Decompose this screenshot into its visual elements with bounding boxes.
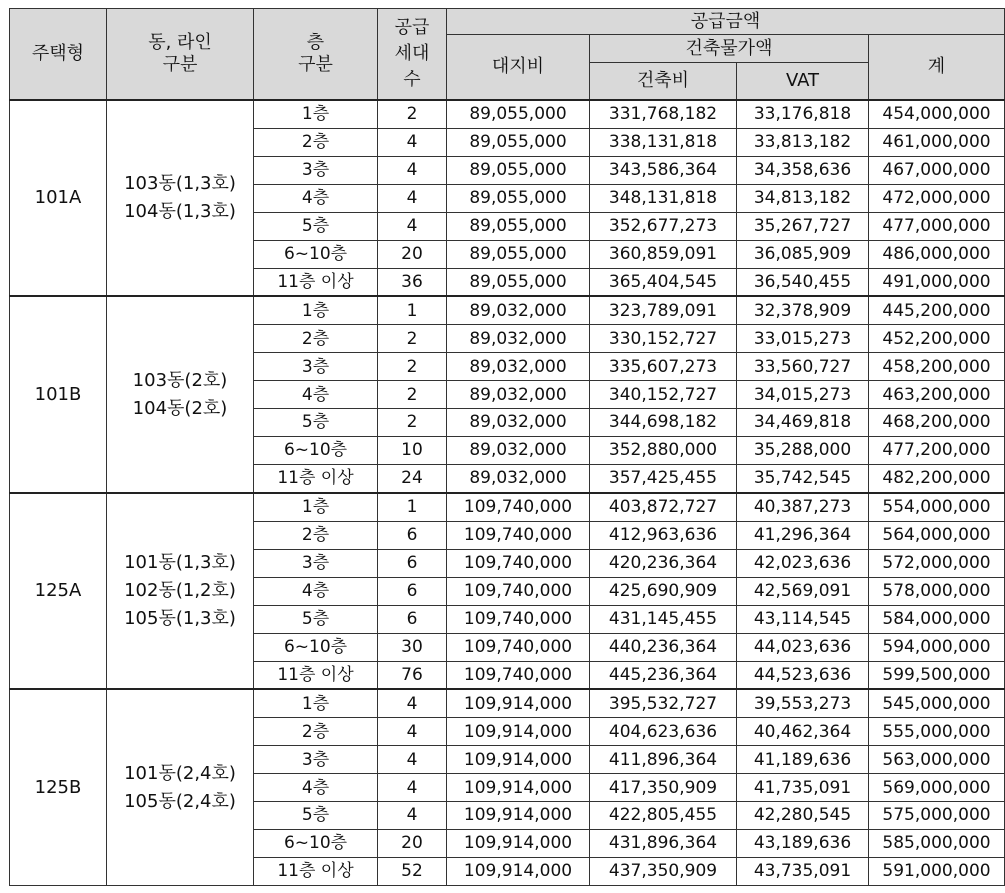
floor-cell: 3층: [254, 549, 378, 577]
dong-line-cell: [107, 493, 254, 689]
floor-cell: 4층: [254, 381, 378, 409]
vat-cell: 32,378,909: [737, 296, 869, 324]
header-dong-line: 동, 라인 구분: [107, 9, 254, 101]
total-cell: 555,000,000: [869, 718, 1005, 746]
dong-line-cell: [107, 689, 254, 885]
units-cell: 2: [378, 325, 447, 353]
construction-cost-cell: 445,236,364: [590, 661, 737, 689]
construction-cost-cell: 440,236,364: [590, 633, 737, 661]
dong-line-cell: [107, 100, 254, 296]
total-cell: 564,000,000: [869, 521, 1005, 549]
total-cell: 486,000,000: [869, 240, 1005, 268]
header-units: 공급 세대 수: [378, 9, 447, 101]
land-cost-cell: 89,055,000: [447, 268, 590, 296]
dong-line-label: 105동(2,4호): [124, 790, 236, 812]
units-cell: 4: [378, 128, 447, 156]
floor-cell: 3층: [254, 156, 378, 184]
total-cell: 472,000,000: [869, 184, 1005, 212]
land-cost-cell: 109,914,000: [447, 802, 590, 830]
land-cost-cell: 109,740,000: [447, 605, 590, 633]
construction-cost-cell: 352,880,000: [590, 437, 737, 465]
floor-cell: 11층 이상: [254, 465, 378, 493]
floor-cell: 4층: [254, 184, 378, 212]
land-cost-cell: 89,055,000: [447, 240, 590, 268]
land-cost-cell: 109,740,000: [447, 633, 590, 661]
units-cell: 4: [378, 212, 447, 240]
floor-cell: 1층: [254, 493, 378, 521]
construction-cost-cell: 352,677,273: [590, 212, 737, 240]
dong-line-label: 103동(1,3호): [124, 173, 236, 195]
units-cell: 76: [378, 661, 447, 689]
vat-cell: 34,813,182: [737, 184, 869, 212]
floor-cell: 1층: [254, 296, 378, 324]
dong-line-label: 105동(1,3호): [124, 608, 236, 630]
vat-cell: 42,569,091: [737, 577, 869, 605]
vat-cell: 42,280,545: [737, 802, 869, 830]
housing-type-cell: 125A: [10, 493, 107, 689]
total-cell: 591,000,000: [869, 858, 1005, 886]
total-cell: 563,000,000: [869, 746, 1005, 774]
floor-cell: 4층: [254, 577, 378, 605]
header-type: 주택형: [10, 9, 107, 101]
units-cell: 2: [378, 100, 447, 128]
units-cell: 4: [378, 689, 447, 717]
dong-line-cell: [107, 296, 254, 492]
floor-cell: 1층: [254, 100, 378, 128]
total-cell: 572,000,000: [869, 549, 1005, 577]
vat-cell: 34,469,818: [737, 409, 869, 437]
land-cost-cell: 89,055,000: [447, 156, 590, 184]
construction-cost-cell: 330,152,727: [590, 325, 737, 353]
floor-cell: 3층: [254, 353, 378, 381]
land-cost-cell: 89,055,000: [447, 100, 590, 128]
construction-cost-cell: 357,425,455: [590, 465, 737, 493]
vat-cell: 40,462,364: [737, 718, 869, 746]
construction-cost-cell: 431,896,364: [590, 830, 737, 858]
floor-cell: 3층: [254, 746, 378, 774]
land-cost-cell: 89,032,000: [447, 296, 590, 324]
dong-line-label: 104동(1,3호): [124, 201, 236, 223]
dong-line-label: 104동(2호): [132, 397, 228, 419]
units-cell: 6: [378, 577, 447, 605]
floor-cell: 5층: [254, 212, 378, 240]
vat-cell: 42,023,636: [737, 549, 869, 577]
construction-cost-cell: 420,236,364: [590, 549, 737, 577]
construction-cost-cell: 417,350,909: [590, 774, 737, 802]
land-cost-cell: 89,032,000: [447, 465, 590, 493]
land-cost-cell: 89,055,000: [447, 212, 590, 240]
vat-cell: 40,387,273: [737, 493, 869, 521]
units-cell: 1: [378, 296, 447, 324]
construction-cost-cell: 340,152,727: [590, 381, 737, 409]
floor-cell: 5층: [254, 605, 378, 633]
housing-type-cell: 125B: [10, 689, 107, 885]
land-cost-cell: 109,740,000: [447, 493, 590, 521]
units-cell: 36: [378, 268, 447, 296]
total-cell: 594,000,000: [869, 633, 1005, 661]
vat-cell: 44,023,636: [737, 633, 869, 661]
dong-line-label: 102동(1,2호): [124, 580, 236, 602]
total-cell: 445,200,000: [869, 296, 1005, 324]
floor-cell: 2층: [254, 128, 378, 156]
construction-cost-cell: 431,145,455: [590, 605, 737, 633]
construction-cost-cell: 360,859,091: [590, 240, 737, 268]
floor-cell: 2층: [254, 325, 378, 353]
housing-type-cell: 101B: [10, 296, 107, 492]
vat-cell: 41,189,636: [737, 746, 869, 774]
vat-cell: 36,540,455: [737, 268, 869, 296]
vat-cell: 35,742,545: [737, 465, 869, 493]
land-cost-cell: 89,032,000: [447, 381, 590, 409]
construction-cost-cell: 404,623,636: [590, 718, 737, 746]
vat-cell: 33,813,182: [737, 128, 869, 156]
vat-cell: 43,189,636: [737, 830, 869, 858]
total-cell: 599,500,000: [869, 661, 1005, 689]
header-building-value: 건축물가액: [590, 35, 869, 63]
units-cell: 20: [378, 830, 447, 858]
floor-cell: 6~10층: [254, 633, 378, 661]
total-cell: 477,000,000: [869, 212, 1005, 240]
construction-cost-cell: 331,768,182: [590, 100, 737, 128]
land-cost-cell: 109,740,000: [447, 661, 590, 689]
construction-cost-cell: 338,131,818: [590, 128, 737, 156]
construction-cost-cell: 422,805,455: [590, 802, 737, 830]
land-cost-cell: 89,055,000: [447, 128, 590, 156]
units-cell: 4: [378, 802, 447, 830]
floor-cell: 6~10층: [254, 240, 378, 268]
header-floor: 층 구분: [254, 9, 378, 101]
dong-line-label: 101동(1,3호): [124, 552, 236, 574]
floor-cell: 2층: [254, 718, 378, 746]
floor-cell: 11층 이상: [254, 858, 378, 886]
construction-cost-cell: 412,963,636: [590, 521, 737, 549]
table-row: [10, 689, 1005, 717]
total-cell: 545,000,000: [869, 689, 1005, 717]
units-cell: 24: [378, 465, 447, 493]
total-cell: 458,200,000: [869, 353, 1005, 381]
vat-cell: 44,523,636: [737, 661, 869, 689]
land-cost-cell: 89,032,000: [447, 353, 590, 381]
units-cell: 6: [378, 521, 447, 549]
construction-cost-cell: 323,789,091: [590, 296, 737, 324]
units-cell: 6: [378, 549, 447, 577]
units-cell: 10: [378, 437, 447, 465]
construction-cost-cell: 411,896,364: [590, 746, 737, 774]
units-cell: 52: [378, 858, 447, 886]
total-cell: 468,200,000: [869, 409, 1005, 437]
units-cell: 2: [378, 381, 447, 409]
units-cell: 20: [378, 240, 447, 268]
header-supply-amount: 공급금액: [447, 9, 1005, 35]
vat-cell: 41,735,091: [737, 774, 869, 802]
land-cost-cell: 89,032,000: [447, 437, 590, 465]
units-cell: 30: [378, 633, 447, 661]
total-cell: 454,000,000: [869, 100, 1005, 128]
units-cell: 4: [378, 718, 447, 746]
housing-type-cell: 101A: [10, 100, 107, 296]
floor-cell: 11층 이상: [254, 268, 378, 296]
vat-cell: 39,553,273: [737, 689, 869, 717]
vat-cell: 34,358,636: [737, 156, 869, 184]
floor-cell: 4층: [254, 774, 378, 802]
land-cost-cell: 109,914,000: [447, 858, 590, 886]
land-cost-cell: 109,740,000: [447, 521, 590, 549]
dong-line-label: 103동(2호): [132, 369, 228, 391]
land-cost-cell: 109,740,000: [447, 549, 590, 577]
floor-cell: 2층: [254, 521, 378, 549]
total-cell: 463,200,000: [869, 381, 1005, 409]
units-cell: 2: [378, 409, 447, 437]
units-cell: 2: [378, 353, 447, 381]
floor-cell: 5층: [254, 409, 378, 437]
vat-cell: 36,085,909: [737, 240, 869, 268]
floor-cell: 11층 이상: [254, 661, 378, 689]
units-cell: 1: [378, 493, 447, 521]
vat-cell: 43,114,545: [737, 605, 869, 633]
units-cell: 4: [378, 184, 447, 212]
construction-cost-cell: 437,350,909: [590, 858, 737, 886]
land-cost-cell: 109,914,000: [447, 830, 590, 858]
total-cell: 584,000,000: [869, 605, 1005, 633]
floor-cell: 6~10층: [254, 437, 378, 465]
land-cost-cell: 109,914,000: [447, 689, 590, 717]
header-construction: 건축비: [590, 63, 737, 101]
vat-cell: 33,560,727: [737, 353, 869, 381]
vat-cell: 41,296,364: [737, 521, 869, 549]
header-vat: VAT: [737, 63, 869, 101]
land-cost-cell: 89,032,000: [447, 325, 590, 353]
construction-cost-cell: 348,131,818: [590, 184, 737, 212]
units-cell: 4: [378, 156, 447, 184]
total-cell: 554,000,000: [869, 493, 1005, 521]
land-cost-cell: 109,914,000: [447, 746, 590, 774]
floor-cell: 6~10층: [254, 830, 378, 858]
supply-price-table: [9, 8, 1005, 886]
header-land: 대지비: [447, 35, 590, 101]
floor-cell: 5층: [254, 802, 378, 830]
vat-cell: 34,015,273: [737, 381, 869, 409]
land-cost-cell: 109,740,000: [447, 577, 590, 605]
land-cost-cell: 109,914,000: [447, 718, 590, 746]
construction-cost-cell: 344,698,182: [590, 409, 737, 437]
vat-cell: 33,015,273: [737, 325, 869, 353]
land-cost-cell: 89,032,000: [447, 409, 590, 437]
total-cell: 569,000,000: [869, 774, 1005, 802]
units-cell: 4: [378, 774, 447, 802]
construction-cost-cell: 365,404,545: [590, 268, 737, 296]
total-cell: 452,200,000: [869, 325, 1005, 353]
construction-cost-cell: 335,607,273: [590, 353, 737, 381]
table-row: [10, 296, 1005, 324]
land-cost-cell: 89,055,000: [447, 184, 590, 212]
total-cell: 491,000,000: [869, 268, 1005, 296]
total-cell: 575,000,000: [869, 802, 1005, 830]
header-total: 계: [869, 35, 1005, 101]
construction-cost-cell: 403,872,727: [590, 493, 737, 521]
dong-line-label: 101동(2,4호): [124, 762, 236, 784]
vat-cell: 35,288,000: [737, 437, 869, 465]
total-cell: 461,000,000: [869, 128, 1005, 156]
vat-cell: 43,735,091: [737, 858, 869, 886]
total-cell: 477,200,000: [869, 437, 1005, 465]
land-cost-cell: 109,914,000: [447, 774, 590, 802]
total-cell: 467,000,000: [869, 156, 1005, 184]
table-row: [10, 493, 1005, 521]
units-cell: 6: [378, 605, 447, 633]
units-cell: 4: [378, 746, 447, 774]
construction-cost-cell: 343,586,364: [590, 156, 737, 184]
total-cell: 585,000,000: [869, 830, 1005, 858]
table-row: [10, 100, 1005, 128]
floor-cell: 1층: [254, 689, 378, 717]
total-cell: 482,200,000: [869, 465, 1005, 493]
total-cell: 578,000,000: [869, 577, 1005, 605]
table-body: [10, 100, 1005, 886]
vat-cell: 33,176,818: [737, 100, 869, 128]
construction-cost-cell: 395,532,727: [590, 689, 737, 717]
vat-cell: 35,267,727: [737, 212, 869, 240]
construction-cost-cell: 425,690,909: [590, 577, 737, 605]
